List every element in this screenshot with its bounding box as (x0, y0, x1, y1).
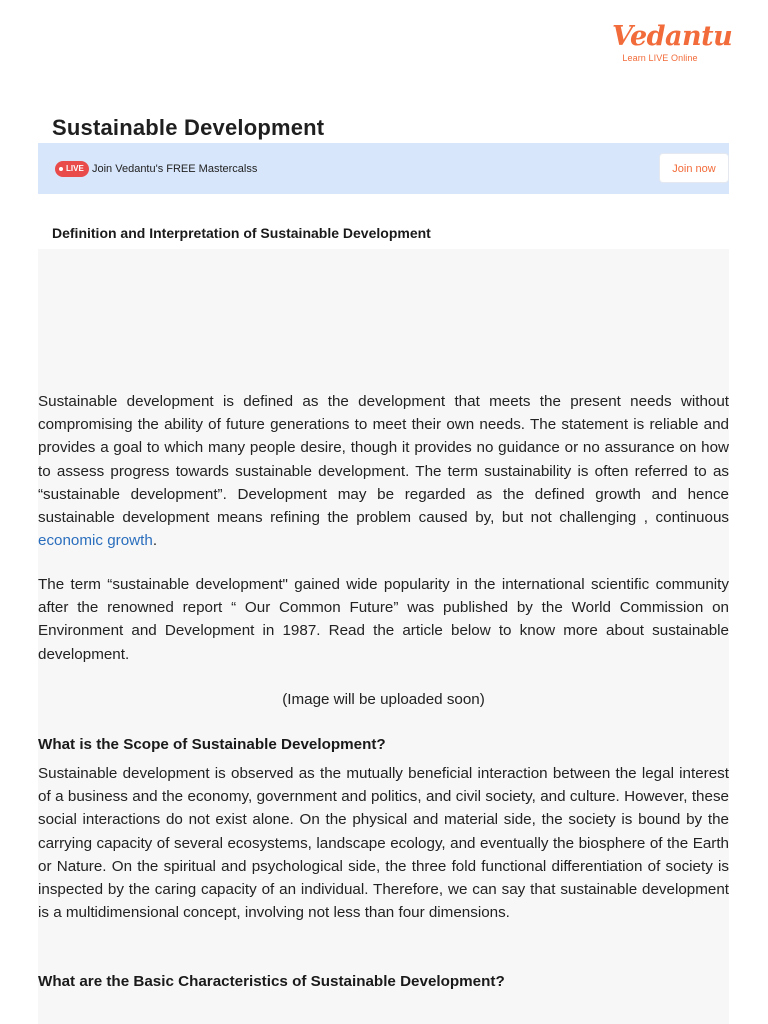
logo-wordmark: Vedantu (612, 21, 733, 52)
live-badge (55, 161, 89, 177)
masterclass-banner (38, 143, 729, 194)
economic-growth-link[interactable]: economic growth (38, 532, 153, 550)
paragraph-history: The term “sustainable development" gained wide popularity in the international scientific community after the renowned report “ Our Common Future” was published by the World Commission on Environment and Development in 1987. Read the article below to know more about sustainable development. (38, 576, 729, 663)
paragraph-definition (38, 390, 729, 552)
scope-heading: What is the Scope of Sustainable Development? (38, 736, 386, 753)
paragraph-scope: Sustainable development is observed as the mutually beneficial interaction between the legal interest of a business and the economy, government and politics, and civil society, and culture. However, these social interactions do not exist alone. On the physical and material side, the society is bound by the carrying capacity of several ecosystems, landscape ecology, and eventually the biosphere of the Earth or Nature. On the spiritual and psychological side, the three fold functional differentiation of society is inspected by the caring capacity of an individual. Therefore, we can say that sustainable development is a multidimensional concept, involving not less than four dimensions. (38, 765, 729, 922)
vedantu-logo[interactable] (612, 21, 733, 63)
page-title: Sustainable Development (52, 115, 325, 140)
definition-heading: Definition and Interpretation of Sustainable Development (52, 225, 431, 241)
join-now-button[interactable]: Join now (659, 153, 729, 183)
live-dot-icon (59, 167, 63, 171)
paragraph-definition-end: . (152, 532, 158, 550)
image-placeholder-text: (Image will be uploaded soon) (282, 691, 485, 708)
banner-text: Join Vedantu's FREE Mastercalss (92, 163, 258, 175)
live-badge-label: LIVE (66, 164, 84, 173)
characteristics-heading: What are the Basic Characteristics of Sustainable Development? (38, 973, 505, 990)
paragraph-definition-text: Sustainable development is defined as the development that meets the present needs without compromising the ability of future generations to meet their own needs. The statement is reliable and provides a goal to which many people desire, though it provides no guidance or no assurance on how to assess progress towards sustainable development. The term sustainability is often referred to as “sustainable development”. Development may be regarded as the defined growth and hence sustainable development means refining the problem caused by, but not challenging , continuous (38, 393, 729, 527)
logo-tagline: Learn LIVE Online (622, 53, 698, 63)
